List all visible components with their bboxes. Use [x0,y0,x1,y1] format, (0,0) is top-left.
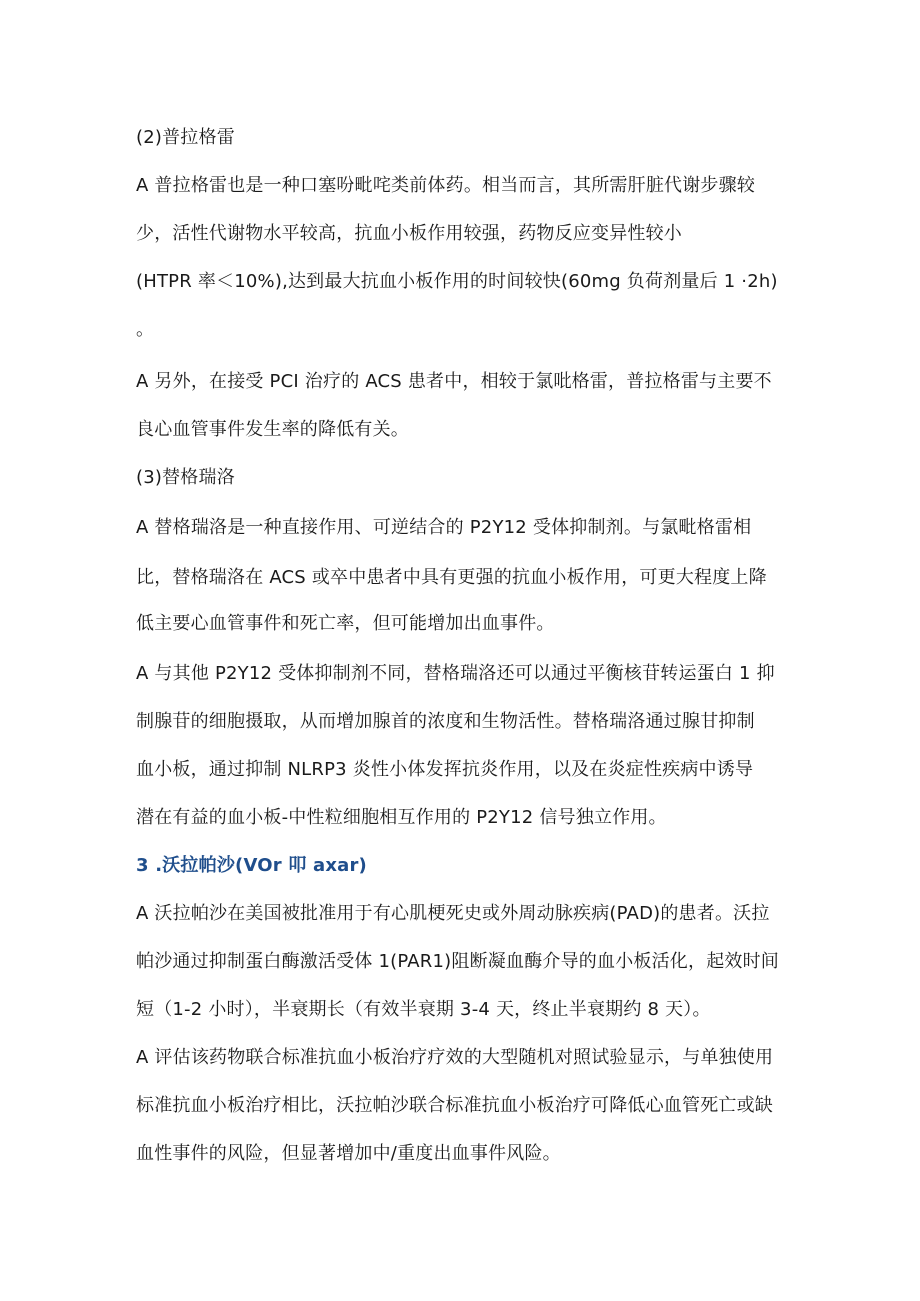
paragraph-line: 短（1-2 小时），半衰期长（有效半衰期 3-4 天，终止半衰期约 8 天）。 [136,999,711,1020]
paragraph-line: A 评估该药物联合标准抗血小板治疗疗效的大型随机对照试验显示，与单独使用 [136,1047,774,1068]
paragraph-line: 血性事件的风险，但显著增加中/重度出血事件风险。 [136,1143,561,1164]
paragraph-line: 少，活性代谢物水平较高，抗血小板作用较强，药物反应变异性较小 [136,223,682,244]
paragraph-line: 潜在有益的血小板-中性粒细胞相互作用的 P2Y12 信号独立作用。 [136,807,667,828]
paragraph-line: A 替格瑞洛是一种直接作用、可逆结合的 P2Y12 受体抑制剂。与氯毗格雷相 [136,517,752,538]
paragraph-line: A 普拉格雷也是一种口塞吩毗咤类前体药。相当而言，其所需肝脏代谢步骤较 [136,175,756,196]
paragraph-line: A 与其他 P2Y12 受体抑制剂不同，替格瑞洛还可以通过平衡核苷转运蛋白 1 抑 [136,663,775,684]
paragraph-line: 比，替格瑞洛在 ACS 或卒中患者中具有更强的抗血小板作用，可更大程度上降 [136,567,767,588]
paragraph-line: 帕沙通过抑制蛋白酶激活受体 1(PAR1)阻断凝血酶介导的血小板活化，起效时间 [136,951,779,972]
paragraph-line: 标准抗血小板治疗相比，沃拉帕沙联合标准抗血小板治疗可降低心血管死亡或缺 [136,1095,773,1116]
section-heading-ticagrelor: (3)替格瑞洛 [136,467,235,488]
section-heading-vorapaxar: 3 .沃拉帕沙(VOr 叩 axar) [136,855,367,876]
section-heading-prasugrel: (2)普拉格雷 [136,127,235,148]
paragraph-line: 。 [136,319,155,340]
paragraph-line: A 另外，在接受 PCI 治疗的 ACS 患者中，相较于氯吡格雷，普拉格雷与主要不 [136,371,772,392]
paragraph-line: (HTPR 率＜10%),达到最大抗血小板作用的时间较快(60mg 负荷剂量后 1 ·2h) [136,271,778,292]
paragraph-line: 血小板，通过抑制 NLRP3 炎性小体发挥抗炎作用，以及在炎症性疾病中诱导 [136,759,754,780]
paragraph-line: 良心血管事件发生率的降低有关。 [136,419,409,440]
paragraph-line: A 沃拉帕沙在美国被批准用于有心肌梗死史或外周动脉疾病(PAD)的患者。沃拉 [136,903,770,924]
paragraph-line: 低主要心血管事件和死亡率，但可能增加出血事件。 [136,613,555,634]
paragraph-line: 制腺苷的细胞摄取，从而增加腺首的浓度和生物活性。替格瑞洛通过腺甘抑制 [136,711,755,732]
